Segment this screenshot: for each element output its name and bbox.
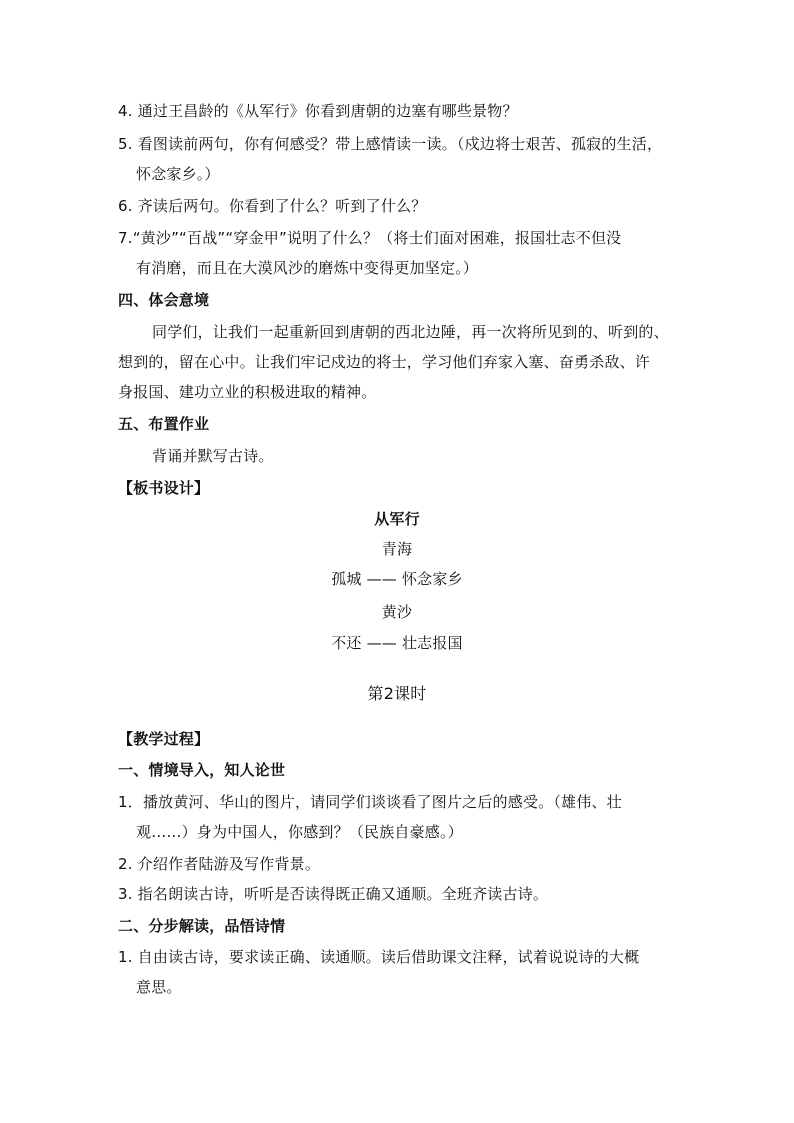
board-line: 青海	[381, 540, 413, 558]
step-1b: 1. 自由读古诗，要求读正确、读通顺。读后借助课文注释，试着说说诗的大概	[118, 948, 640, 966]
section-heading-1: 一、情境导入，知人论世	[118, 761, 286, 779]
question-7: 7.“黄沙”“百战”“穿金甲”说明了什么？（将士们面对困难，报国壮志不但没	[118, 229, 622, 247]
section-heading-4: 四、体会意境	[118, 291, 210, 309]
board-line: 不还 —— 壮志报国	[331, 634, 463, 652]
question-5: 5. 看图读前两句，你有何感受？带上感情读一读。（戍边将士艰苦、孤寂的生活，	[118, 135, 663, 153]
board-design-heading: 【板书设计】	[118, 479, 210, 497]
homework-text: 背诵并默写古诗。	[152, 447, 274, 465]
step-1b-cont: 意思。	[136, 978, 182, 996]
board-line: 黄沙	[381, 603, 413, 621]
step-2: 2. 介绍作者陆游及写作背景。	[118, 855, 321, 873]
question-5-cont: 怀念家乡。）	[136, 165, 220, 183]
teaching-process-heading: 【教学过程】	[118, 730, 210, 748]
section-heading-5: 五、布置作业	[118, 415, 210, 433]
board-title: 从军行	[374, 510, 420, 528]
question-6: 6. 齐读后两句。你看到了什么？听到了什么？	[118, 197, 427, 215]
section-heading-2: 二、分步解读，品悟诗情	[118, 917, 286, 935]
board-line: 孤城 —— 怀念家乡	[331, 570, 463, 588]
step-1-cont: 观……）身为中国人，你感到？（民族自豪感。）	[136, 823, 463, 841]
paragraph-line: 想到的，留在心中。让我们牢记戍边的将士，学习他们弃家入塞、奋勇杀敌、许	[118, 353, 651, 371]
step-1: 1．播放黄河、华山的图片，请同学们谈谈看了图片之后的感受。（雄伟、壮	[118, 793, 622, 811]
question-7-cont: 有消磨，而且在大漠风沙的磨炼中变得更加坚定。）	[136, 259, 479, 277]
paragraph-line: 身报国、建功立业的积极进取的精神。	[118, 383, 377, 401]
paragraph-line: 同学们，让我们一起重新回到唐朝的西北边陲，再一次将所见到的、听到的、	[152, 323, 669, 341]
question-4: 4. 通过王昌龄的《从军行》你看到唐朝的边塞有哪些景物？	[118, 102, 518, 120]
lesson-title: 第2课时	[367, 684, 427, 703]
step-3: 3. 指名朗读古诗，听听是否读得既正确又通顺。全班齐读古诗。	[118, 885, 549, 903]
